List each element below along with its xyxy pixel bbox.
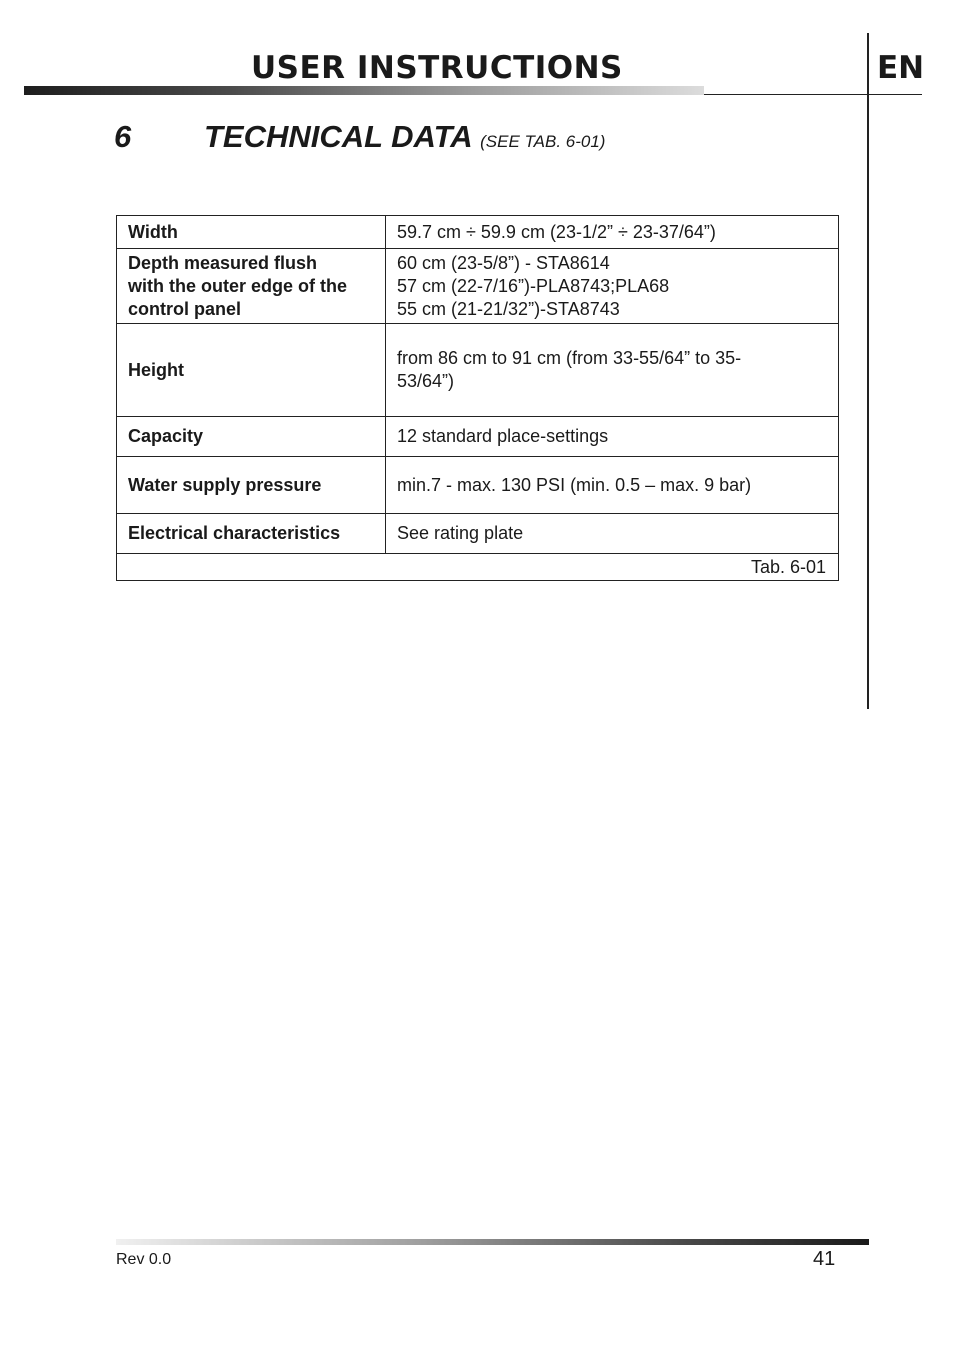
header-title: USER INSTRUCTIONS [251,50,623,86]
table-caption: Tab. 6-01 [117,554,839,581]
page-number: 41 [813,1248,836,1270]
row-value-width [386,216,839,249]
value-line: See rating plate [397,523,524,543]
row-value-depth [386,249,839,324]
label-line: Height [128,359,184,380]
margin-vertical-rule [867,33,869,709]
value-line: 60 cm (23-5/8”) - STA8614 [397,252,610,273]
revision-label: Rev 0.0 [116,1251,172,1268]
table-row [117,417,839,457]
table-row [117,324,839,417]
table-row [117,216,839,249]
value-line: 55 cm (21-21/32”)-STA8743 [397,298,620,319]
row-label-capacity [117,417,386,457]
label-line: Depth measured flush [128,252,318,273]
header-rule [704,94,922,95]
label-line: Electrical characteristics [128,523,341,543]
row-label-water-pressure [117,457,386,514]
label-line: control panel [128,298,242,319]
table-row [117,249,839,324]
section-number: 6 [114,119,132,154]
header-gradient-bar [24,86,704,95]
value-line: 53/64”) [397,371,455,391]
label-line: with the outer edge of the [128,275,347,296]
label-line: Capacity [128,426,204,446]
row-value-capacity [386,417,839,457]
value-line: 57 cm (22-7/16”)-PLA8743;PLA68 [397,275,670,296]
row-value-electrical [386,514,839,554]
language-code: EN [877,50,925,86]
table-row [117,457,839,514]
value-line: 59.7 cm ÷ 59.9 cm (23-1/2” ÷ 23-37/64”) [397,221,716,242]
row-value-height [386,324,839,417]
row-value-water-pressure [386,457,839,514]
label-line: Width [128,221,178,242]
table-caption-row [117,554,839,581]
section-reference: (SEE TAB. 6-01) [480,132,606,151]
value-line: from 86 cm to 91 cm (from 33-55/64” to 35- [397,348,742,368]
row-label-depth [117,249,386,324]
label-line: Water supply pressure [128,474,322,495]
technical-data-table [116,215,839,581]
row-label-height [117,324,386,417]
section-title: TECHNICAL DATA [204,119,472,154]
table-row [117,514,839,554]
row-label-width [117,216,386,249]
value-line: 12 standard place-settings [397,426,609,446]
section-heading [114,119,605,155]
row-label-electrical [117,514,386,554]
value-line: min.7 - max. 130 PSI (min. 0.5 – max. 9 bar) [397,474,752,495]
footer-gradient-bar [116,1239,869,1245]
